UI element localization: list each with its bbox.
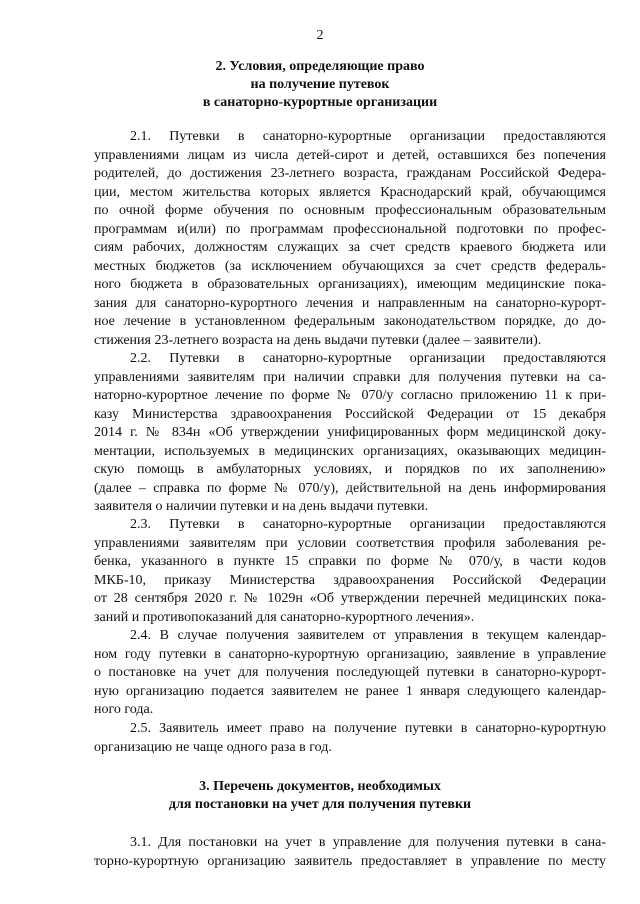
- text-line: сиям рабочих, должностям служащих за счет средств краевого бюджета или: [94, 240, 606, 255]
- heading-line: для постановки на учет для получения путевки: [168, 797, 472, 812]
- text-line: о постановке на учет для получения последующей путевки в санаторно-курорт-: [94, 665, 606, 680]
- text-line: ного бюджета в образовательных организациях), имеющим медицинские пока-: [94, 277, 606, 292]
- text-line: 2014 г. № 834н «Об утверждении унифицированных форм медицинской доку-: [94, 425, 606, 440]
- text-line: управлениями заявителям при условии соответствия профиля заболевания ре-: [94, 535, 606, 551]
- text-line: ментации, используемых в медицинских организациях, оказывающих медицин-: [94, 443, 606, 459]
- text-line: зания для санаторно-курортного лечения и направленным на санаторно-курорт-: [94, 295, 606, 311]
- text-line: управлениями лицам из числа детей-сирот и детей, оставшихся без попечения: [94, 147, 606, 163]
- paragraph-2-2: [94, 350, 606, 517]
- text-line: по очной форме обучения по основным профессиональным образовательным: [94, 203, 606, 218]
- text-line: 2.1. Путевки в санаторно-курортные организации предоставляются: [130, 129, 606, 144]
- text-line: местных бюджетов (за исключением обучающихся за счет средств федераль-: [94, 258, 606, 274]
- text-line: 2.5. Заявитель имеет право на получение путевки в санаторно-курортную: [130, 721, 606, 736]
- text-line: управлениями заявителям при наличии справки для получения путевки на са-: [94, 369, 606, 385]
- page-number: 2: [316, 28, 324, 43]
- text-line: заявителя о наличии путевки и на день выдачи путевки.: [94, 499, 429, 514]
- heading-line: 2. Условия, определяющие право: [215, 59, 425, 74]
- text-line: ном году путевки в санаторно-курортную организацию, заявление в управление: [94, 646, 606, 662]
- paragraph-3-1: [94, 834, 606, 871]
- text-line: казу Министерства здравоохранения Российской Федерации от 15 декабря: [94, 406, 606, 422]
- text-line: бенка, указанного в пункте 15 справки по форме № 070/у, в части кодов: [94, 554, 606, 569]
- text-line: от 28 сентября 2020 г. № 1029н «Об утверждении перечней медицинских пока-: [94, 591, 606, 606]
- heading-line: на получение путевок: [250, 77, 390, 92]
- heading-line: в санаторно-курортные организации: [202, 95, 438, 110]
- text-line: ции, местом жительства которых является Краснодарский край, обучающимся: [94, 184, 606, 200]
- heading-line: 3. Перечень документов, необходимых: [199, 779, 441, 794]
- text-line: организацию не чаще одного раза в год.: [94, 739, 332, 755]
- section-2-heading: [60, 58, 580, 112]
- section-3-heading: [60, 778, 580, 814]
- text-line: программам и(или) по программам профессиональной подготовки по профес-: [94, 221, 606, 237]
- text-line: 3.1. Для постановки на учет в управление для получения путевки в сана-: [130, 835, 606, 850]
- text-line: 2.3. Путевки в санаторно-курортные организации предоставляются: [130, 517, 606, 532]
- text-line: торно-курортную организацию заявитель предоставляет в управление по месту: [94, 853, 606, 869]
- paragraph-2-4: [94, 627, 606, 720]
- text-line: 2.4. В случае получения заявителем от управления в текущем календар-: [130, 628, 606, 643]
- text-line: родителей, до достижения 23-летнего возраста, гражданам Российской Федера-: [94, 166, 606, 181]
- text-line: ное лечение в установленном федеральным законодательством порядке, до до-: [94, 314, 606, 329]
- paragraph-2-1: [94, 128, 606, 350]
- text-line: наторно-курортное лечение по форме № 070/у согласно приложению 11 к при-: [94, 388, 606, 403]
- text-line: ную организацию подается заявителем не ранее 1 января следующего календар-: [94, 683, 606, 699]
- text-line: 2.2. Путевки в санаторно-курортные организации предоставляются: [130, 351, 606, 366]
- paragraph-2-3: [94, 516, 606, 627]
- text-line: (далее – справка по форме № 070/у), действительной на день информирования: [94, 480, 606, 496]
- text-line: МКБ-10, приказу Министерства здравоохранения Российской Федерации: [94, 572, 606, 588]
- text-line: скую помощь в амбулаторных условиях, и порядков по их заполнению»: [94, 462, 606, 477]
- text-line: заний и противопоказаний для санаторно-курортного лечения».: [94, 609, 475, 625]
- text-line: стижения 23-летнего возраста на день выдачи путевки (далее – заявители).: [94, 332, 542, 348]
- paragraph-2-5: [94, 720, 606, 757]
- text-line: ного года.: [94, 702, 154, 717]
